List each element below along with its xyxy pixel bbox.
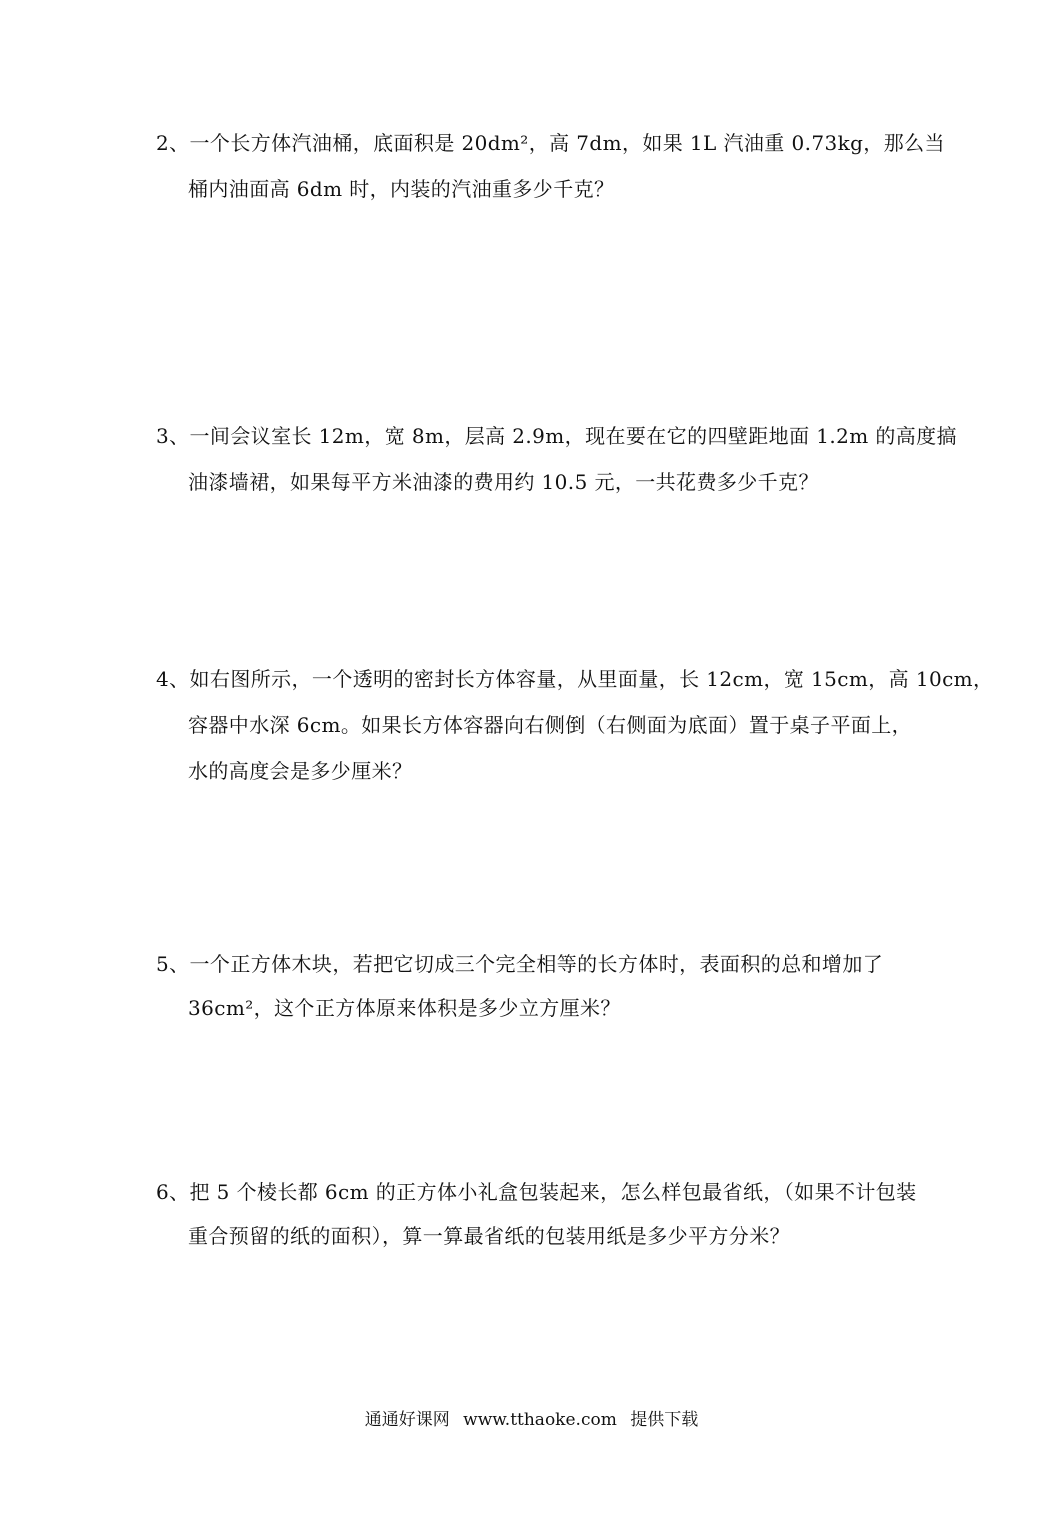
problem-6-line-1: 6、把 5 个棱长都 6cm 的正方体小礼盒包装起来，怎么样包最省纸，（如果不计包装 — [156, 1180, 917, 1204]
page-footer — [0, 1405, 1063, 1435]
problem-5-line-2: 36cm²，这个正方体原来体积是多少立方厘米？ — [188, 996, 621, 1020]
footer-suffix: 提供下载 — [630, 1410, 699, 1430]
problem-4 — [156, 656, 994, 794]
problem-6-line-2: 重合预留的纸的面积），算一算最省纸的包装用纸是多少平方分米？ — [188, 1224, 790, 1248]
problem-3 — [156, 413, 956, 505]
problem-4-line-3: 水的高度会是多少厘米？ — [188, 759, 413, 783]
problem-2 — [156, 120, 956, 212]
problem-4-line-1: 4、如右图所示，一个透明的密封长方体容量，从里面量，长 12cm，宽 15cm，高 10cm， — [156, 667, 994, 691]
problem-5-line-1: 5、一个正方体木块，若把它切成三个完全相等的长方体时，表面积的总和增加了 — [156, 952, 884, 976]
problem-5 — [156, 942, 956, 1030]
footer-site-name: 通通好课网 — [364, 1410, 450, 1430]
problem-3-line-1: 3、一间会议室长 12m，宽 8m，层高 2.9m，现在要在它的四壁距地面 1.2m 的高度搞 — [156, 424, 957, 448]
problem-3-line-2: 油漆墙裙，如果每平方米油漆的费用约 10.5 元，一共花费多少千克？ — [188, 470, 819, 494]
problem-2-line-1: 2、一个长方体汽油桶，底面积是 20dm²，高 7dm，如果 1L 汽油重 0.73kg，那么当 — [156, 131, 945, 155]
footer-url-link[interactable]: www.tthaoke.com — [463, 1410, 617, 1430]
problem-2-line-2: 桶内油面高 6dm 时，内装的汽油重多少千克？ — [188, 177, 615, 201]
problem-6 — [156, 1170, 956, 1258]
problem-4-line-2: 容器中水深 6cm。如果长方体容器向右侧倒（右侧面为底面）置于桌子平面上， — [188, 713, 913, 737]
